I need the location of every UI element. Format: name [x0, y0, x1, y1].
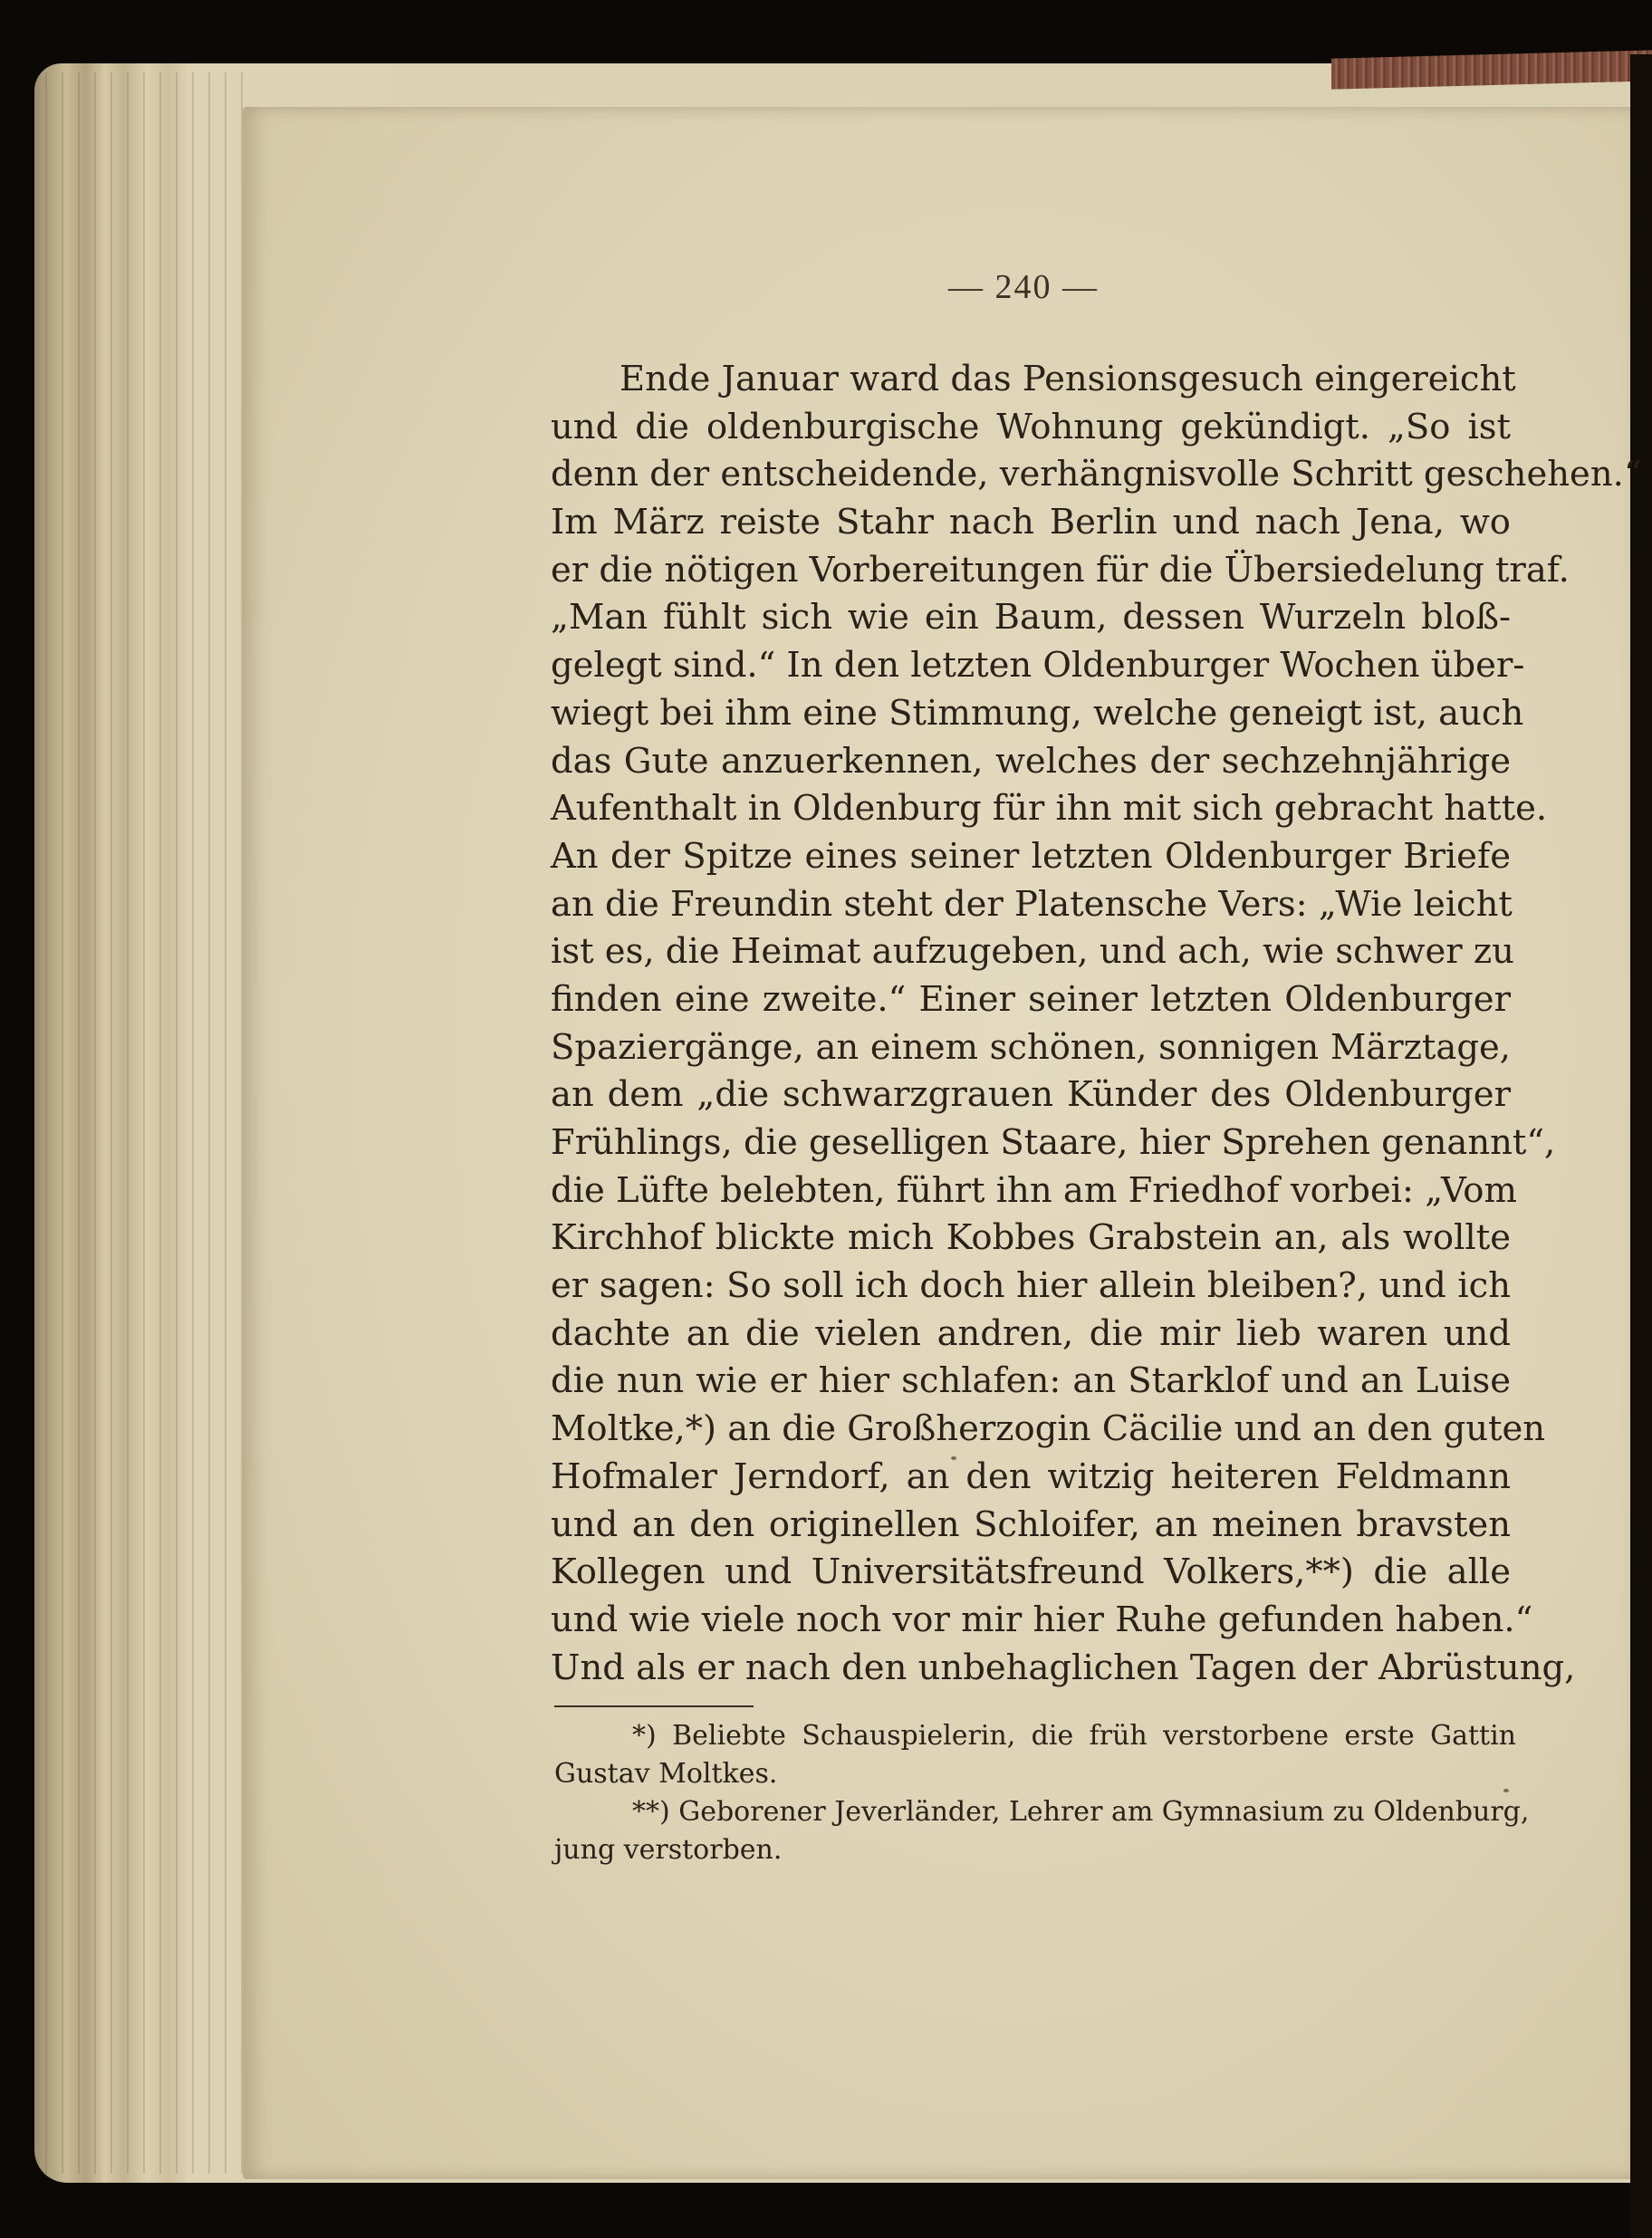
text-line: gelegt sind.“ In den letzten Oldenburger Wochen über-	[551, 645, 1525, 687]
text-line: An der Spitze eines seiner letzten Oldenburger Briefe	[551, 835, 1511, 877]
text-line: „Man fühlt sich wie ein Baum, dessen Wurzeln bloß-	[551, 597, 1511, 639]
text-line: denn der entscheidende, verhängnisvolle Schritt geschehen.“	[551, 454, 1642, 495]
footnote-line: *) Beliebte Schauspielerin, die früh verstorbene erste Gattin	[632, 1720, 1516, 1752]
text-line: wiegt bei ihm eine Stimmung, welche geneigt ist, auch	[551, 692, 1524, 734]
text-line: Kollegen und Universitätsfreund Volkers,**) die alle	[551, 1551, 1511, 1593]
page-number: — 240 —	[948, 268, 1099, 306]
text-line: und wie viele noch vor mir hier Ruhe gefunden haben.“	[551, 1599, 1533, 1640]
text-line: dachte an die vielen andren, die mir lieb waren und	[551, 1312, 1511, 1354]
text-line: Im März reiste Stahr nach Berlin und nach Jena, wo	[551, 502, 1511, 543]
text-line: das Gute anzuerkennen, welches der sechzehnjährige	[551, 740, 1511, 782]
text-line: die nun wie er hier schlafen: an Starklof und an Luise	[551, 1360, 1511, 1402]
text-line: Moltke,*) an die Großherzogin Cäcilie und an den guten	[551, 1408, 1546, 1450]
text-line: Kirchhof blickte mich Kobbes Grabstein an, als wollte	[551, 1217, 1511, 1259]
text-line: und die oldenburgische Wohnung gekündigt. „So ist	[551, 406, 1511, 447]
text-line: er die nötigen Vorbereitungen für die Übersiedelung traf.	[551, 549, 1570, 591]
footnote-line: jung verstorben.	[554, 1834, 783, 1866]
text-line: Und als er nach den unbehaglichen Tagen der Abrüstung,	[551, 1647, 1576, 1688]
text-line: Hofmaler Jerndorf, an den witzig heiteren Feldmann	[551, 1455, 1511, 1497]
footnotes	[554, 1717, 1530, 1869]
text-line: Aufenthalt in Oldenburg für ihn mit sich gebracht hatte.	[551, 788, 1548, 830]
footnote-rule	[554, 1705, 754, 1707]
text-line: die Lüfte belebten, führt ihn am Friedhof vorbei: „Vom	[551, 1169, 1517, 1211]
body-text	[551, 356, 1642, 1692]
text-line: ist es, die Heimat aufzugeben, und ach, wie schwer zu	[551, 931, 1514, 973]
text-line: an dem „die schwarzgrauen Künder des Oldenburger	[551, 1074, 1511, 1116]
footnote-line: Gustav Moltkes.	[554, 1758, 778, 1790]
text-line: Ende Januar ward das Pensionsgesuch eingereicht	[620, 359, 1516, 399]
footnote-line: **) Geborener Jeverländer, Lehrer am Gymnasium zu Oldenburg,	[632, 1796, 1530, 1828]
text-line: er sagen: So soll ich doch hier allein bleiben?, und ich	[551, 1265, 1511, 1307]
text-line: Frühlings, die geselligen Staare, hier Sprehen genannt“,	[551, 1122, 1556, 1163]
text-line: und an den originellen Schloifer, an meinen bravsten	[551, 1503, 1511, 1545]
text-line: Spaziergänge, an einem schönen, sonnigen Märztage,	[551, 1026, 1511, 1068]
text-line: an die Freundin steht der Platensche Vers: „Wie leicht	[551, 883, 1513, 925]
text-line: finden eine zweite.“ Einer seiner letzten Oldenburger	[551, 978, 1511, 1020]
